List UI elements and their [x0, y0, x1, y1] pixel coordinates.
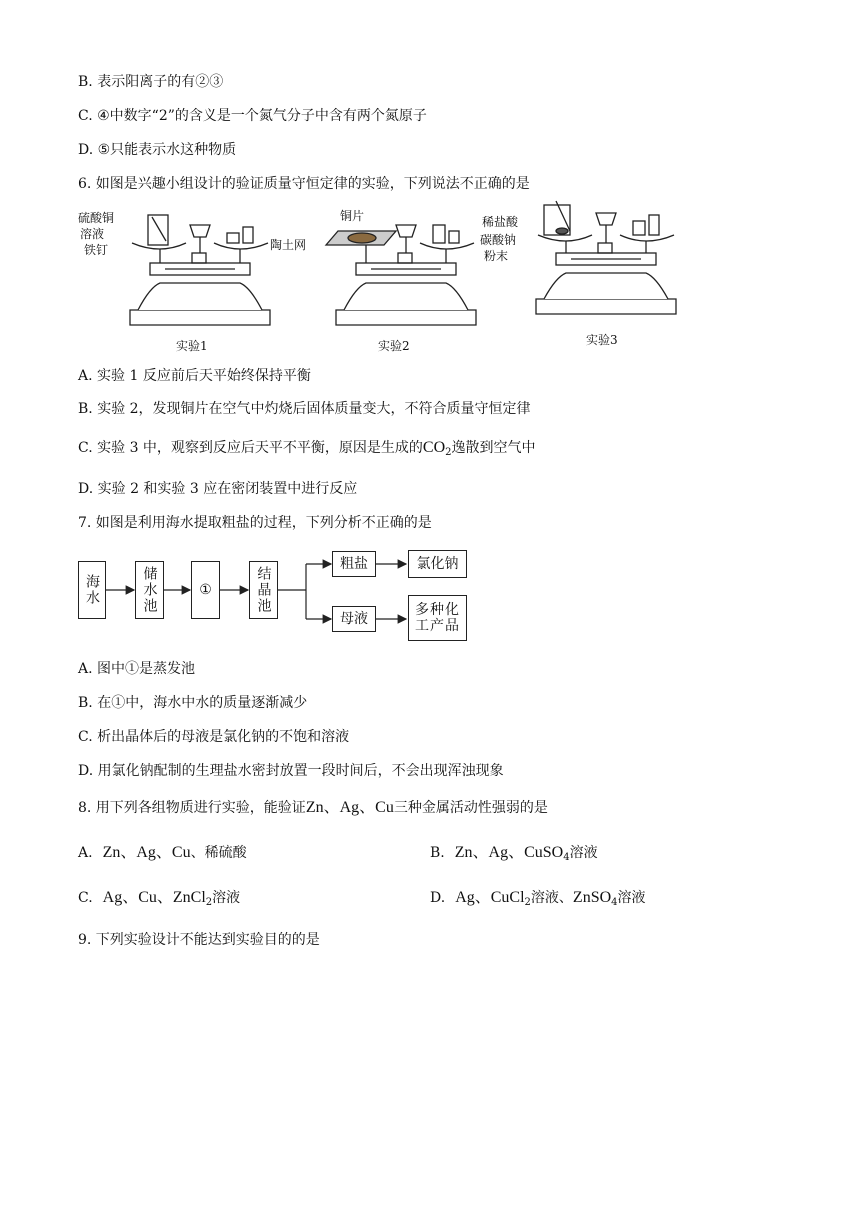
q7-option-a: A. 图中①是蒸发池	[78, 661, 196, 677]
q6-option-c-text: C. 实验 3 中，观察到反应后天平不平衡，原因是生成的	[78, 440, 423, 456]
q8-option-d-text-2: 溶液	[617, 890, 646, 906]
q8-stem-tail: 三种金属活动性强弱的是	[393, 800, 548, 816]
q6-option-a: A. 实验 1 反应前后天平始终保持平衡	[78, 368, 311, 384]
balance-1-drawing	[120, 205, 280, 330]
q7-option-c: C. 析出晶体后的母液是氯化钠的不饱和溶液	[78, 729, 350, 745]
q7-stem: 7. 如图是利用海水提取粗盐的过程，下列分析不正确的是	[78, 515, 432, 531]
caption-experiment-2: 实验2	[378, 339, 410, 353]
caption-experiment-1: 实验1	[176, 339, 208, 353]
co2-formula: CO	[422, 439, 446, 456]
q9-stem: 9. 下列实验设计不能达到实验目的的是	[78, 932, 320, 948]
q7-flowchart	[78, 545, 478, 645]
q6-balance-figure	[78, 205, 678, 355]
label-solution: 溶液	[80, 227, 105, 241]
q7-option-d: D. 用氯化钠配制的生理盐水密封放置一段时间后，不会出现浑浊现象	[78, 763, 504, 779]
q8-option-a-formula: Zn、Ag、Cu	[102, 844, 191, 861]
q6-option-d: D. 实验 2 和实验 3 应在密闭装置中进行反应	[78, 481, 358, 497]
q8-option-d-text-1: 溶液、	[530, 890, 573, 906]
q8-option-b-formula: Zn、Ag、CuSO	[454, 844, 564, 861]
q5-option-d: D. ⑤只能表示水这种物质	[78, 142, 237, 158]
flow-box-step-1: ①	[191, 561, 220, 619]
co2-subscript: 2	[445, 447, 452, 458]
label-copper-sulfate: 硫酸铜	[78, 211, 115, 225]
q8-stem	[78, 798, 548, 818]
q6-option-c-tail: 逸散到空气中	[451, 440, 536, 456]
flow-box-reservoir: 储水池	[135, 561, 164, 619]
q8-option-a-text: 、稀硫酸	[190, 845, 247, 861]
q8-option-a-label: A.	[78, 845, 93, 861]
label-dilute-hcl: 稀盐酸	[482, 215, 519, 229]
q8-option-d	[430, 888, 646, 908]
label-sodium-carbonate: 碳酸钠	[480, 233, 517, 247]
q8-option-b	[430, 843, 598, 863]
q7-option-b: B. 在①中，海水中水的质量逐渐减少	[78, 695, 308, 711]
label-powder: 粉末	[484, 249, 509, 263]
q6-option-b: B. 实验 2，发现铜片在空气中灼烧后固体质量变大，不符合质量守恒定律	[78, 401, 531, 417]
flow-box-sodium-chloride: 氯化钠	[408, 550, 467, 578]
flow-box-crystallization: 结晶池	[249, 561, 278, 619]
q8-option-c-text: 溶液	[212, 890, 241, 906]
q8-option-d-label: D.	[430, 890, 446, 906]
flow-box-seawater: 海水	[78, 561, 106, 619]
q8-option-d-subscript-2: 4	[611, 897, 618, 908]
balance-3-drawing	[526, 199, 686, 324]
caption-experiment-3: 实验3	[586, 333, 618, 347]
flow-box-crude-salt: 粗盐	[332, 551, 376, 577]
label-copper-sheet: 铜片	[340, 209, 365, 223]
q8-option-b-label: B.	[430, 845, 445, 861]
q6-option-c	[78, 438, 536, 458]
q8-option-d-subscript-1: 2	[524, 897, 531, 908]
q8-option-c-label: C.	[78, 890, 93, 906]
q8-option-d-formula-2: ZnSO	[572, 889, 612, 906]
label-iron-nail: 铁钉	[84, 243, 109, 257]
q8-option-b-subscript: 4	[563, 852, 570, 863]
q8-stem-metals: Zn、Ag、Cu	[305, 799, 394, 816]
q5-option-b: B. 表示阳离子的有②③	[78, 74, 224, 90]
q8-stem-text: 8. 用下列各组物质进行实验，能验证	[78, 800, 306, 816]
q8-option-b-text: 溶液	[569, 845, 598, 861]
q8-option-c-formula: Ag、Cu、ZnCl	[102, 889, 206, 906]
q5-option-c: C. ④中数字“2”的含义是一个氮气分子中含有两个氮原子	[78, 108, 427, 124]
q6-stem: 6. 如图是兴趣小组设计的验证质量守恒定律的实验，下列说法不正确的是	[78, 176, 530, 192]
q8-option-a	[78, 843, 247, 863]
q8-option-c-subscript: 2	[205, 897, 213, 908]
flow-box-chemical-products: 多种化工产品	[408, 595, 467, 641]
q8-option-c	[78, 888, 240, 908]
flow-box-mother-liquor: 母液	[332, 606, 376, 632]
label-clay-gauze: 陶土网	[270, 238, 307, 252]
q8-option-d-formula-1: Ag、CuCl	[455, 889, 525, 906]
